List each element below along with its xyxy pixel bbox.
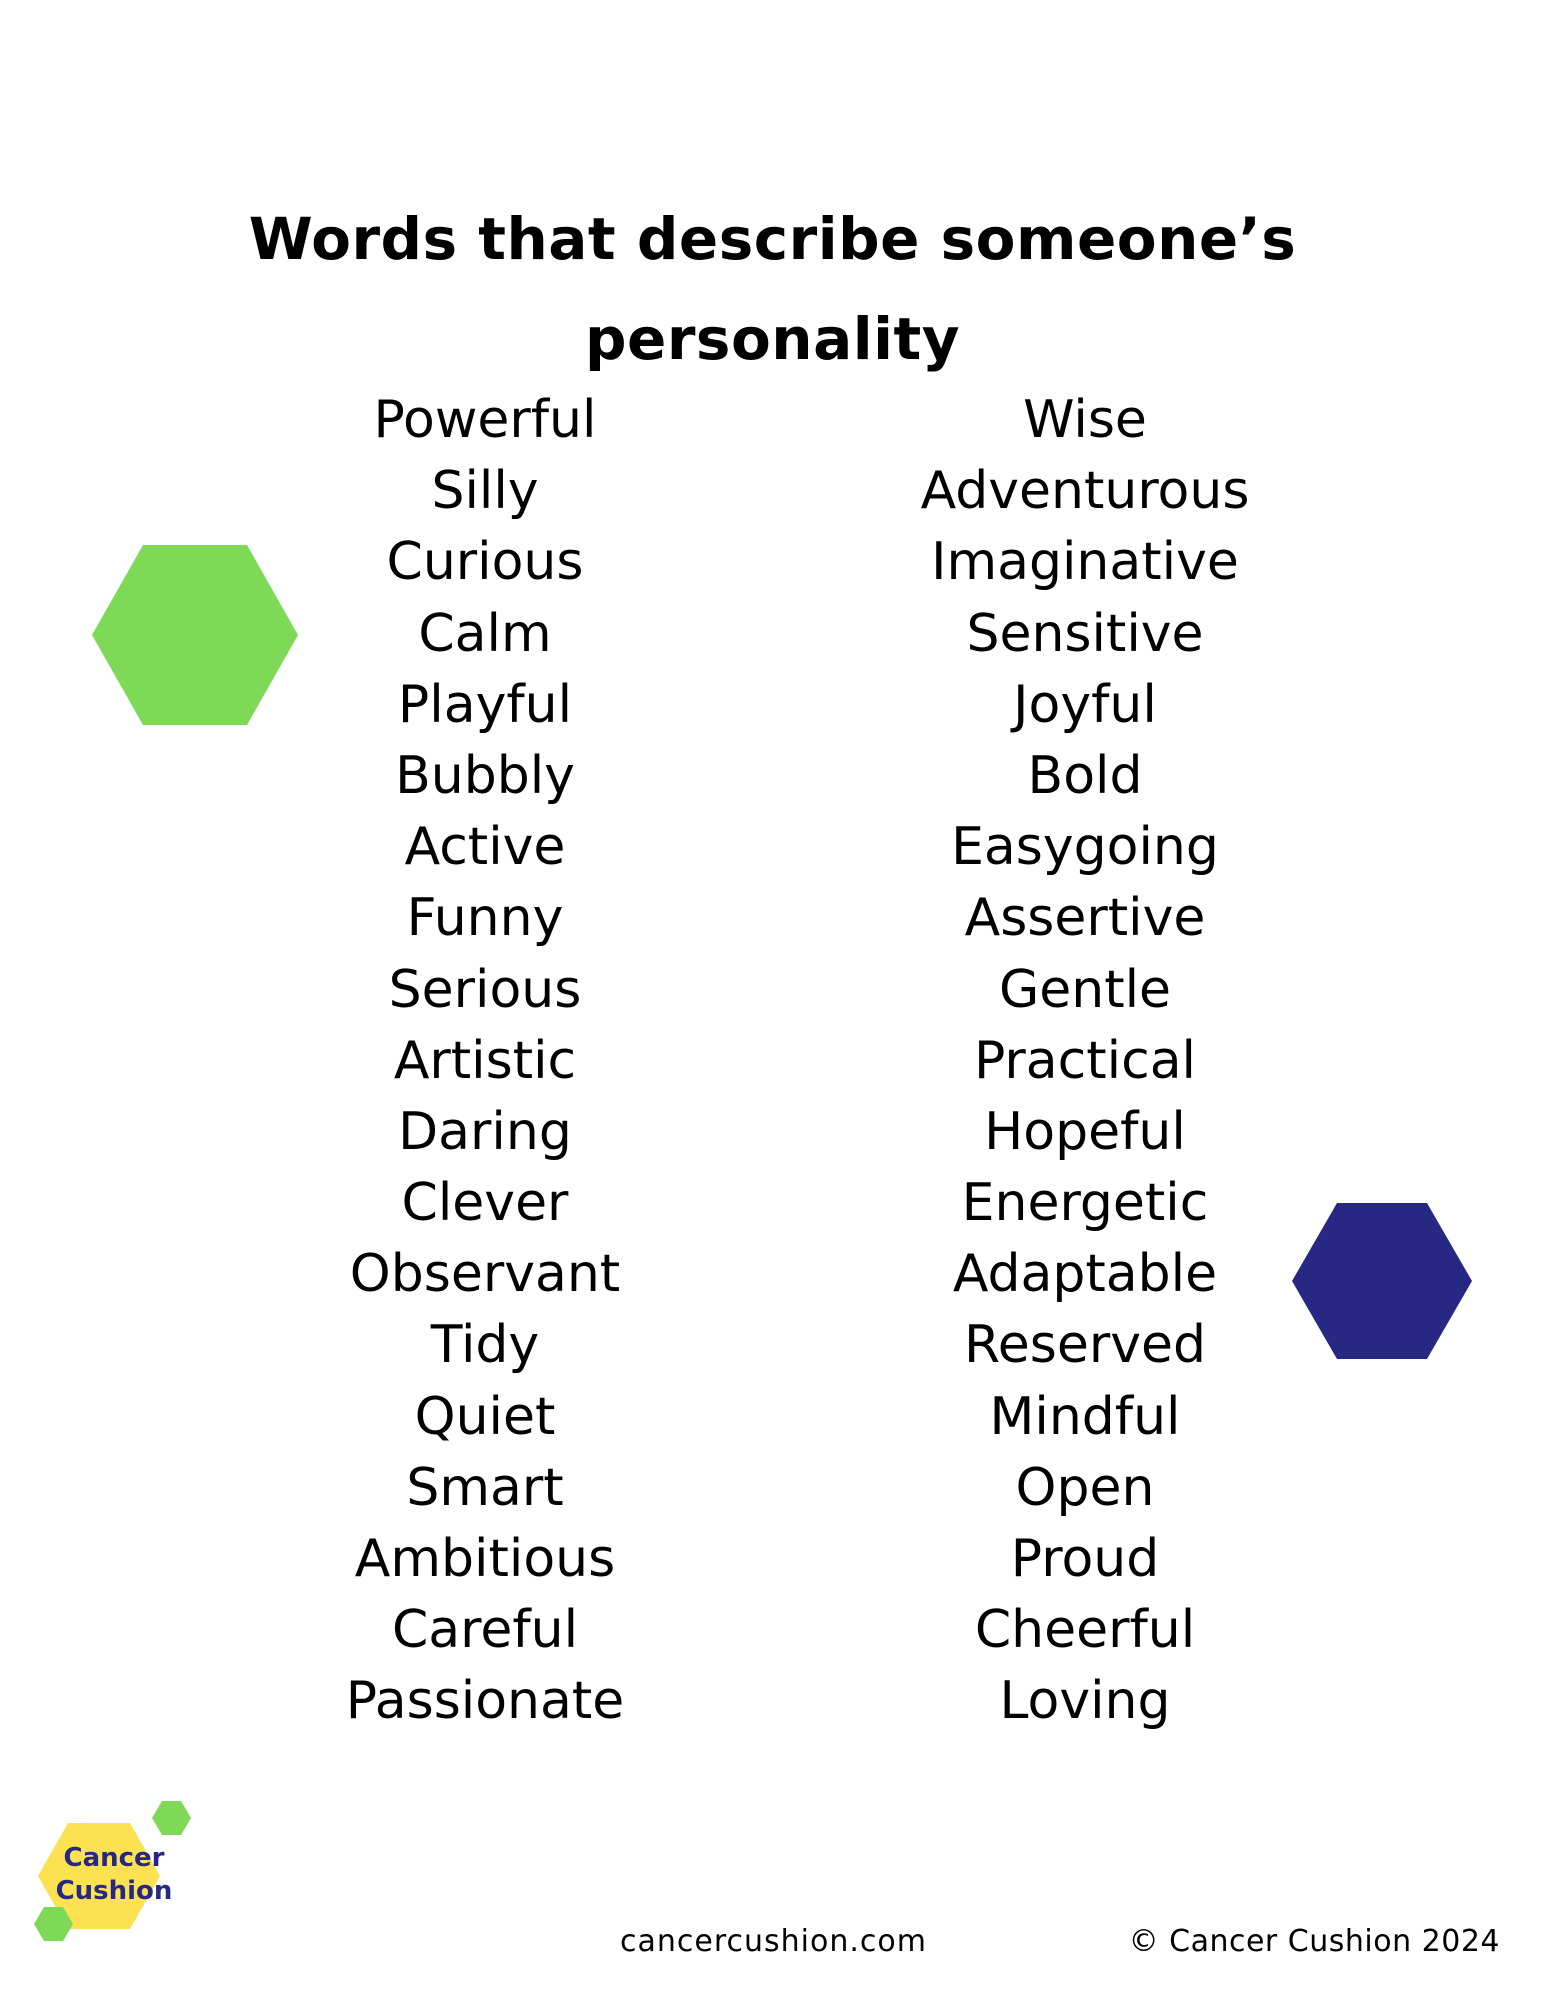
word-item: Playful — [397, 674, 573, 735]
word-item: Bold — [1027, 745, 1143, 806]
word-item: Imaginative — [931, 532, 1239, 593]
page-title — [0, 189, 1545, 389]
word-item: Hopeful — [984, 1101, 1186, 1162]
word-item: Energetic — [961, 1173, 1209, 1234]
word-item: Reserved — [963, 1315, 1207, 1376]
word-item: Careful — [391, 1600, 579, 1661]
word-item: Active — [404, 817, 566, 878]
word-list-right — [835, 385, 1335, 1738]
word-item: Serious — [388, 959, 582, 1020]
word-item: Open — [1015, 1457, 1155, 1518]
word-item: Smart — [406, 1457, 564, 1518]
word-list-left — [235, 385, 735, 1738]
word-item: Sensitive — [966, 603, 1204, 664]
word-item: Funny — [406, 888, 564, 949]
word-item: Joyful — [1013, 674, 1157, 735]
word-item: Adventurous — [920, 461, 1250, 522]
word-item: Gentle — [998, 959, 1172, 1020]
page-title-line-1: Words that describe someone’s — [248, 204, 1297, 273]
word-item: Curious — [386, 532, 584, 593]
word-item: Quiet — [414, 1386, 556, 1447]
word-item: Cheerful — [974, 1600, 1196, 1661]
word-item: Passionate — [345, 1671, 625, 1732]
logo-text — [38, 1842, 190, 1908]
word-item: Mindful — [989, 1386, 1181, 1447]
word-item: Adaptable — [952, 1244, 1218, 1305]
word-item: Observant — [349, 1244, 621, 1305]
word-item: Calm — [418, 603, 552, 664]
logo-text-line-2: Cushion — [55, 1876, 173, 1906]
word-item: Practical — [973, 1030, 1196, 1091]
word-item: Assertive — [964, 888, 1206, 949]
footer-copyright: © Cancer Cushion 2024 — [1128, 1924, 1500, 1959]
footer-website: cancercushion.com — [620, 1924, 927, 1959]
word-item: Powerful — [373, 390, 597, 450]
word-item: Tidy — [430, 1315, 540, 1376]
word-item: Loving — [999, 1671, 1171, 1732]
word-item: Proud — [1010, 1529, 1160, 1589]
logo-green-hexagon-top — [152, 1801, 191, 1835]
word-item: Bubbly — [395, 745, 575, 806]
word-item: Silly — [431, 461, 539, 522]
page-title-line-2: personality — [584, 304, 961, 373]
word-item: Easygoing — [951, 817, 1219, 878]
word-item: Clever — [401, 1173, 569, 1234]
word-item: Ambitious — [354, 1529, 616, 1589]
logo-text-line-1: Cancer — [63, 1843, 165, 1873]
word-item: Artistic — [393, 1030, 577, 1091]
word-item: Daring — [398, 1101, 572, 1162]
word-item: Wise — [1023, 390, 1147, 450]
